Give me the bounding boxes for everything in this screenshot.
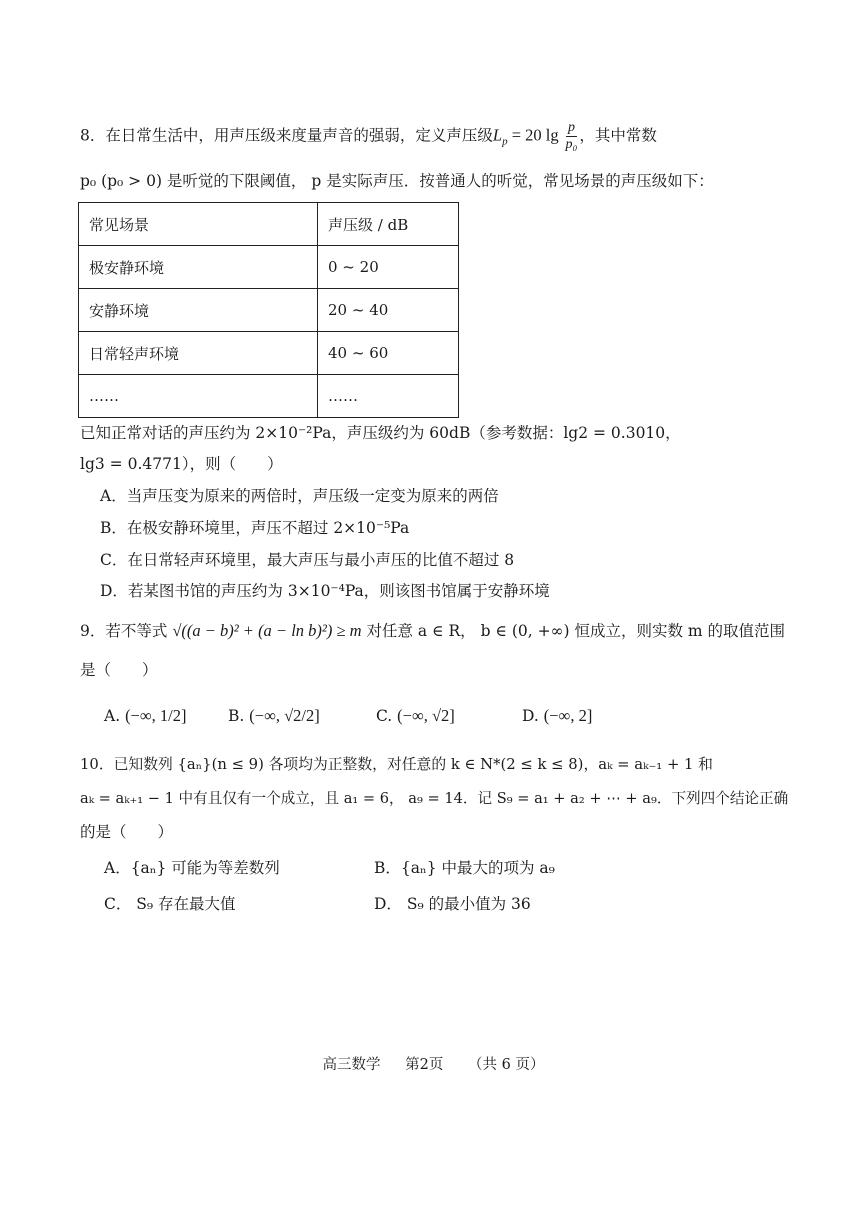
option-label: C. [376,707,393,725]
footer-subject: 高三数学 [322,1057,381,1073]
table-cell: 20 ~ 40 [318,289,459,332]
table-cell: 安静环境 [79,289,318,332]
q8-formula-eq: = 20 lg [507,125,559,145]
q8-text-end: ，其中常数 [579,126,657,145]
q9-inequality: √((a − b)² + (a − ln b)²) ≥ m [172,621,362,640]
table-cell: 日常轻声环境 [79,332,318,375]
q9-text-cont: 对任意 a ∈ R， b ∈ (0, +∞) 恒成立，则实数 m 的取值范围 [361,622,786,640]
option-value: (−∞, √2] [397,706,455,725]
q10-line1: 10．已知数列 {aₙ}(n ≤ 9) 各项均为正整数，对任意的 k ∈ N*(2 ≤ k ≤ 8)，aₖ = aₖ₋₁ + 1 和 [80,756,713,773]
q8-option-d: D．若某图书馆的声压约为 3×10⁻⁴Pa，则该图书馆属于安静环境 [100,582,550,600]
table-row [79,332,459,375]
q8-option-a: A．当声压变为原来的两倍时，声压级一定变为原来的两倍 [100,487,499,505]
table-cell: 0 ~ 20 [318,246,459,289]
q10-line2: aₖ = aₖ₊₁ − 1 中有且仅有一个成立，且 a₁ = 6， a₉ = 14．记 S₉ = a₁ + a₂ + ⋯ + a₉．下列四个结论正确 [80,790,789,807]
q10-option-d: D． S₉ 的最小值为 36 [374,895,531,913]
q8-formula-sub: p [502,135,508,148]
q8-line3: 已知正常对话的声压约为 2×10⁻²Pa，声压级约为 60dB（参考数据：lg2 = 0.3010， [80,424,681,442]
q10-option-c: C． S₉ 存在最大值 [104,895,236,913]
q9-text: 9．若不等式 [80,622,168,640]
q9-line2: 是（ ） [80,661,158,679]
table-cell: …… [79,375,318,418]
q10-option-b: B．{aₙ} 中最大的项为 a₉ [374,859,555,877]
option-value: (−∞, √2/2] [249,706,320,725]
page-footer [0,1053,867,1074]
q8-option-c: C．在日常轻声环境里，最大声压与最小声压的比值不超过 8 [100,551,515,569]
table-cell: 极安静环境 [79,246,318,289]
q9-option-d [522,705,592,727]
table-row [79,375,459,418]
option-label: B. [228,707,245,725]
table-header-row [79,203,459,246]
q9-line1 [80,620,785,642]
table-cell: …… [318,375,459,418]
footer-total-pages: （共 6 页） [468,1057,545,1073]
q9-option-b [228,705,320,727]
table-row [79,246,459,289]
table-row [79,289,459,332]
fraction-numerator: p [566,121,578,137]
q8-line1 [80,121,657,153]
q8-line4: lg3 = 0.4771），则（ ） [80,455,283,473]
option-value: (−∞, 2] [543,706,593,725]
q8-text: 8．在日常生活中，用声压级来度量声音的强弱，定义声压级 [80,126,493,145]
table-header-cell: 常见场景 [79,203,318,246]
q8-option-b: B．在极安静环境里，声压不超过 2×10⁻⁵Pa [100,519,410,537]
q8-line2: p₀ (p₀ > 0) 是听觉的下限阈值， p 是实际声压．按普通人的听觉，常见场景的声压级如下： [80,172,714,190]
q9-option-a [104,705,186,727]
footer-page-number: 第2页 [405,1057,444,1073]
q10-option-a: A．{aₙ} 可能为等差数列 [104,859,280,877]
option-label: D. [522,707,539,725]
q10-line3: 的是（ ） [80,823,174,841]
q8-formula-lhs: L [492,125,503,145]
q8-formula-fraction [566,121,578,152]
q9-option-c [376,705,455,727]
option-value: (−∞, 1/2] [125,706,187,725]
sound-level-table [78,202,459,418]
table-header-cell: 声压级 / dB [318,203,459,246]
fraction-denominator: p₀ [565,137,578,152]
option-label: A. [104,707,121,725]
table-cell: 40 ~ 60 [318,332,459,375]
